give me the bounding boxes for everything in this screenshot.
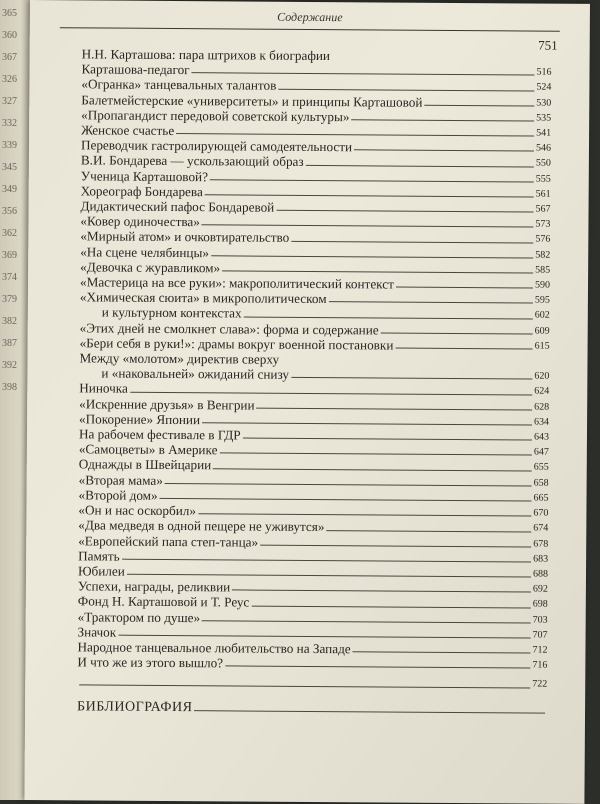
toc-entry-page: 670 <box>533 507 549 519</box>
toc-entry <box>77 654 547 672</box>
toc-leader <box>198 513 531 516</box>
toc-entry-title: Дидактический пафос Бондаревой <box>80 198 275 215</box>
previous-page-number: 362 <box>2 228 17 239</box>
toc-entry-title: Балетмейстерские «университеты» и принципы Карташовой <box>81 91 423 110</box>
toc-leader <box>202 620 531 623</box>
toc-leader <box>396 287 533 289</box>
toc-entry-page: 655 <box>533 462 549 474</box>
toc-leader <box>329 302 533 304</box>
toc-entry-page: 530 <box>536 97 552 109</box>
toc-entry-title: «Этих дней не смолкнет слава»: форма и содержание <box>79 320 379 338</box>
toc-entry-page: 615 <box>534 340 550 352</box>
toc-leader <box>332 59 550 61</box>
toc-leader <box>232 590 531 593</box>
toc-leader <box>260 544 531 547</box>
page-number: 751 <box>538 37 558 53</box>
toc-leader <box>165 483 532 487</box>
toc-entry-title: На рабочем фестивале в ГДР <box>78 426 241 443</box>
toc-entry-title: «Трактором по душе» <box>77 608 201 625</box>
toc-entry-page: 722 <box>532 678 548 690</box>
toc-entry-page: 643 <box>533 431 549 443</box>
toc-entry-page: 683 <box>533 553 549 565</box>
toc-entry-title: и культурном контекстах <box>101 304 242 321</box>
toc-entry-title: «Пропагандист передовой советской культуры» <box>81 107 350 125</box>
toc-entry-page: 707 <box>532 629 548 641</box>
toc-entry-page: 573 <box>535 218 551 230</box>
toc-leader <box>291 377 532 380</box>
toc-leader <box>210 179 534 182</box>
toc-leader <box>257 407 533 410</box>
toc-entry-page: 535 <box>536 112 552 124</box>
previous-page-number: 365 <box>2 8 17 19</box>
toc-entry-title: «Самоцветы» в Америке <box>78 441 218 458</box>
toc-leader <box>278 88 534 91</box>
toc-entry-title: Юбилеи <box>77 563 125 579</box>
toc-entry-title: «Ковер одиночества» <box>80 213 200 230</box>
previous-page-number: 382 <box>2 316 17 327</box>
previous-page-number: 379 <box>2 294 17 305</box>
toc-leader <box>194 710 545 713</box>
toc-entry-title: Ученица Карташовой? <box>80 167 209 184</box>
previous-page-number: 356 <box>2 206 17 217</box>
toc-entry-page: 658 <box>533 477 549 489</box>
toc-entry-title: «Огранка» танцевальных талантов <box>81 76 277 94</box>
toc-entry-page: 624 <box>534 385 550 398</box>
toc-entry-page: 628 <box>534 401 550 413</box>
toc-entry-title: «Два медведя в одной пещере не уживутся» <box>78 517 325 535</box>
toc-entry-page: 516 <box>536 66 552 78</box>
toc-entry-page: 541 <box>536 127 552 139</box>
toc-leader <box>281 363 547 365</box>
toc-leader <box>225 666 530 669</box>
toc-entry-page: 692 <box>532 583 548 595</box>
toc-leader <box>395 348 532 350</box>
toc-entry-page: 609 <box>534 325 550 337</box>
toc-entry <box>78 533 548 551</box>
toc-leader <box>251 605 530 608</box>
previous-page-number: 326 <box>2 74 17 85</box>
toc-leader <box>79 684 530 688</box>
toc-entry-page: 590 <box>534 279 551 291</box>
toc-entry-page: 688 <box>532 568 549 580</box>
toc-entry-title: Успехи, награды, реликвии <box>77 578 231 595</box>
toc-entry-page: 595 <box>534 294 550 306</box>
toc-leader <box>244 316 533 319</box>
previous-page-number: 374 <box>2 272 17 283</box>
toc-entry-title: В.И. Бондарева — ускользающий образ <box>80 152 304 170</box>
previous-page-number: 339 <box>2 140 17 151</box>
previous-page-number: 398 <box>2 382 17 393</box>
toc-leader <box>353 651 531 653</box>
toc-leader <box>276 210 533 213</box>
previous-page-number: 367 <box>2 52 17 63</box>
toc-leader <box>354 150 534 152</box>
previous-page-number: 360 <box>2 30 17 41</box>
toc-entry-page: 647 <box>533 446 549 458</box>
toc-entry-title: «Искренние друзья» в Венгрии <box>79 396 255 413</box>
toc-entry-title: Однажды в Швейцарии <box>78 456 212 473</box>
toc-leader <box>219 453 531 456</box>
toc-leader <box>202 225 534 228</box>
header-rule <box>60 27 560 31</box>
toc-entry-page: 665 <box>533 492 549 504</box>
toc-entry-title: «Вторая мама» <box>78 472 163 488</box>
toc-leader <box>130 391 532 395</box>
toc-entry-title: «Мастерица на все руки»: макрополитический контекст <box>79 274 394 292</box>
toc-entry-page: 555 <box>535 173 551 185</box>
toc-entry-page: 703 <box>532 614 548 626</box>
toc-leader <box>205 194 534 197</box>
running-header: Содержание <box>277 9 343 25</box>
toc-leader <box>306 165 534 168</box>
previous-page-number: 332 <box>2 118 17 129</box>
toc-entry-page: 602 <box>534 309 550 322</box>
toc-entry-page: 620 <box>534 370 550 382</box>
toc-entry <box>78 609 548 627</box>
toc-entry-title: Народное танцевальное любительство на Западе <box>77 639 351 657</box>
toc-leader <box>122 559 531 563</box>
toc-leader <box>118 635 530 639</box>
toc-entry-page: 567 <box>535 203 551 215</box>
toc-leader <box>176 133 534 136</box>
toc-leader <box>211 255 533 258</box>
toc-leader <box>381 332 533 334</box>
toc-entry-page: 582 <box>535 249 551 261</box>
toc-leader <box>127 574 531 578</box>
table-of-contents <box>77 44 552 717</box>
toc-entry-title: Значок <box>77 624 117 640</box>
previous-page-number: 387 <box>2 338 17 349</box>
previous-page-number: 392 <box>2 360 17 371</box>
toc-entry-title: «На сцене челябинцы» <box>80 243 210 260</box>
toc-entry-title: «Мирный атом» и очковтирательство <box>80 228 290 246</box>
toc-entry-page: 561 <box>535 188 551 200</box>
toc-leader <box>291 240 533 243</box>
toc-leader <box>351 119 534 121</box>
toc-leader <box>243 438 532 441</box>
toc-entry-title: «Бери себя в руки!»: драмы вокруг военной постановки <box>79 335 394 353</box>
toc-entry-title: «Девочка с журавликом» <box>80 259 221 276</box>
toc-entry-title: Фонд Н. Карташовой и Т. Реус <box>77 593 250 610</box>
toc-entry-title: и «наковальней» ожиданий снизу <box>101 365 290 383</box>
toc-entry-title: «Химическая сюита» в микрополитическом <box>79 289 327 307</box>
toc-leader <box>160 498 532 502</box>
toc-leader <box>326 530 531 532</box>
toc-leader <box>213 468 532 471</box>
toc-entry-title: «Второй дом» <box>78 487 158 503</box>
toc-entry-title: «Покорение» Японии <box>79 411 201 428</box>
toc-entry-page: 524 <box>536 81 552 94</box>
toc-entry-title: «Европейский папа степ-танца» <box>78 532 259 550</box>
toc-entry-page: 585 <box>535 264 551 276</box>
toc-entry-title: «Он и нас оскорбил» <box>78 502 197 519</box>
toc-entry-title: Память <box>78 548 120 564</box>
toc-entry-page: 576 <box>535 233 551 246</box>
toc-entry-page: 712 <box>532 644 548 656</box>
toc-entry-title: Женское счастье <box>81 122 175 139</box>
toc-leader <box>192 73 535 76</box>
toc-entry-title: И что же из этого вышло? <box>77 654 224 671</box>
toc-entry <box>77 699 547 717</box>
toc-entry-page: 634 <box>534 416 550 428</box>
previous-page-number: 349 <box>2 184 17 195</box>
toc-leader <box>222 270 533 273</box>
toc-entry-page: 674 <box>533 522 549 534</box>
toc-entry-page: 698 <box>532 598 548 610</box>
toc-entry-title: Н.Н. Карташова: пара штрихов к биографии <box>81 46 331 64</box>
toc-entry <box>77 674 547 692</box>
toc-leader <box>202 422 532 425</box>
toc-entry-title: Между «молотом» директив сверху <box>79 350 280 367</box>
book-page <box>24 0 590 804</box>
toc-entry-title: Ниночка <box>79 380 128 397</box>
previous-page-number: 345 <box>2 162 17 173</box>
toc-entry-page: 716 <box>532 659 548 671</box>
toc-leader <box>424 105 534 107</box>
toc-entry-page: 550 <box>535 157 551 170</box>
toc-entry-title: Карташова-педагог <box>81 61 190 78</box>
toc-entry-title: Хореограф Бондарева <box>80 183 203 200</box>
toc-entry-title: БИБЛИОГРАФИЯ <box>77 698 193 715</box>
toc-entry-title: Переводчик гастролирующей самодеятельности <box>80 137 353 155</box>
toc-entry-page: 678 <box>533 538 549 550</box>
previous-page-number: 369 <box>2 250 17 261</box>
previous-page-number: 327 <box>2 96 17 107</box>
toc-entry-page: 546 <box>535 142 552 154</box>
